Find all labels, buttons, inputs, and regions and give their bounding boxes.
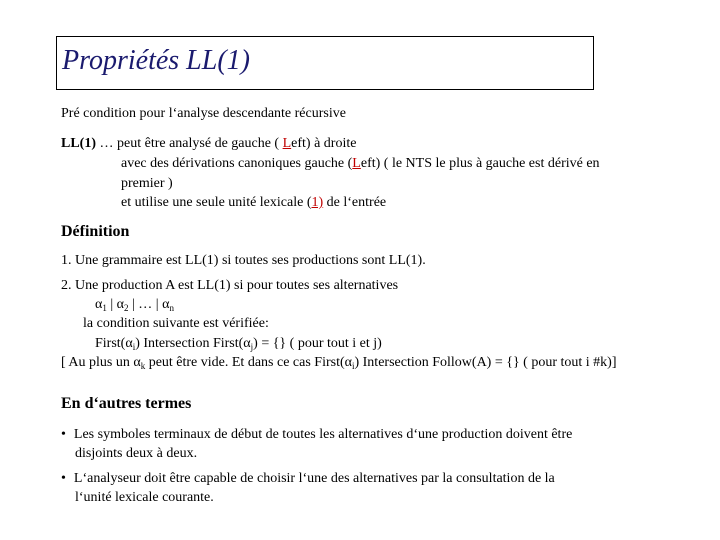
bullet-2-text: L‘analyseur doit être capable de choisir l‘une des alternatives par la consultation de la	[73, 471, 555, 486]
ll1-left-letter-2: L	[352, 156, 361, 171]
definition-item-2: 2. Une production A est LL(1) si pour toutes ses alternatives	[61, 278, 399, 293]
bullet-icon: •	[61, 427, 66, 442]
first-a: First(	[95, 336, 126, 351]
alpha-symbol: α	[344, 355, 352, 370]
ll1-line2-a: avec des dérivations canoniques gauche (	[121, 156, 353, 171]
bullet-1-line-2: disjoints deux à deux.	[75, 446, 198, 461]
sub-2: 2	[124, 303, 129, 313]
subtitle: Pré condition pour l‘analyse descendante récursive	[61, 106, 346, 121]
alpha-symbol: α	[116, 297, 124, 312]
title-box	[56, 36, 594, 90]
note-b: peut être vide. Et dans ce cas First(	[145, 355, 345, 370]
alpha-symbol: α	[125, 336, 133, 351]
first-intersection-line	[95, 335, 382, 352]
definition-item-1: 1. Une grammaire est LL(1) si toutes ses productions sont LL(1).	[61, 253, 426, 268]
ll1-line4-b: de l‘entrée	[323, 195, 387, 210]
alpha-symbol: α	[243, 336, 251, 351]
sub-1: 1	[102, 303, 107, 313]
ll1-line-1	[61, 135, 356, 152]
note-line	[61, 354, 617, 371]
bullet-1-text: Les symboles terminaux de début de toutes les alternatives d‘une production doivent être	[73, 427, 573, 442]
bullet-icon: •	[61, 471, 66, 486]
ll1-one: 1)	[311, 195, 324, 210]
sep-2: | … |	[128, 297, 163, 312]
ll1-left-letter: L	[282, 136, 292, 151]
ll1-line2-b: eft) ( le NTS le plus à gauche est dérivé en	[360, 156, 600, 171]
bullet-1-line-1	[61, 426, 572, 443]
sub-k: k	[140, 361, 146, 371]
sub-i-2: i	[351, 361, 355, 371]
bullet-2-line-2: l‘unité lexicale courante.	[75, 490, 214, 505]
sub-i: i	[132, 342, 136, 352]
alpha-symbol: α	[95, 297, 103, 312]
ll1-line-3: premier )	[121, 176, 173, 191]
ll1-line4-a: et utilise une seule unité lexicale (	[121, 195, 312, 210]
page-title: Propriétés LL(1)	[62, 45, 250, 76]
definition-heading: Définition	[61, 223, 130, 240]
sub-j: j	[250, 342, 254, 352]
ll1-line1-b: eft) à droite	[291, 136, 357, 151]
ll1-line-4	[121, 194, 386, 211]
sep-1: |	[106, 297, 117, 312]
alpha-symbol: α	[133, 355, 141, 370]
ll1-lead: LL(1)	[61, 136, 96, 151]
note-c: ) Intersection Follow(A) = {} ( pour tout i #k)]	[354, 355, 617, 370]
first-c: ) = {} ( pour tout i et j)	[253, 336, 382, 351]
condition-line: la condition suivante est vérifiée:	[83, 316, 269, 331]
bullet-2-line-1	[61, 470, 555, 487]
sub-n: n	[169, 303, 174, 313]
alpha-symbol: α	[162, 297, 170, 312]
ll1-line-2	[121, 155, 600, 172]
other-heading: En d‘autres termes	[61, 395, 192, 412]
ll1-line1-a: … peut être analysé de gauche (	[96, 136, 283, 151]
first-b: ) Intersection First(	[135, 336, 244, 351]
note-a: [ Au plus un	[61, 355, 134, 370]
alternatives-line	[95, 296, 174, 313]
